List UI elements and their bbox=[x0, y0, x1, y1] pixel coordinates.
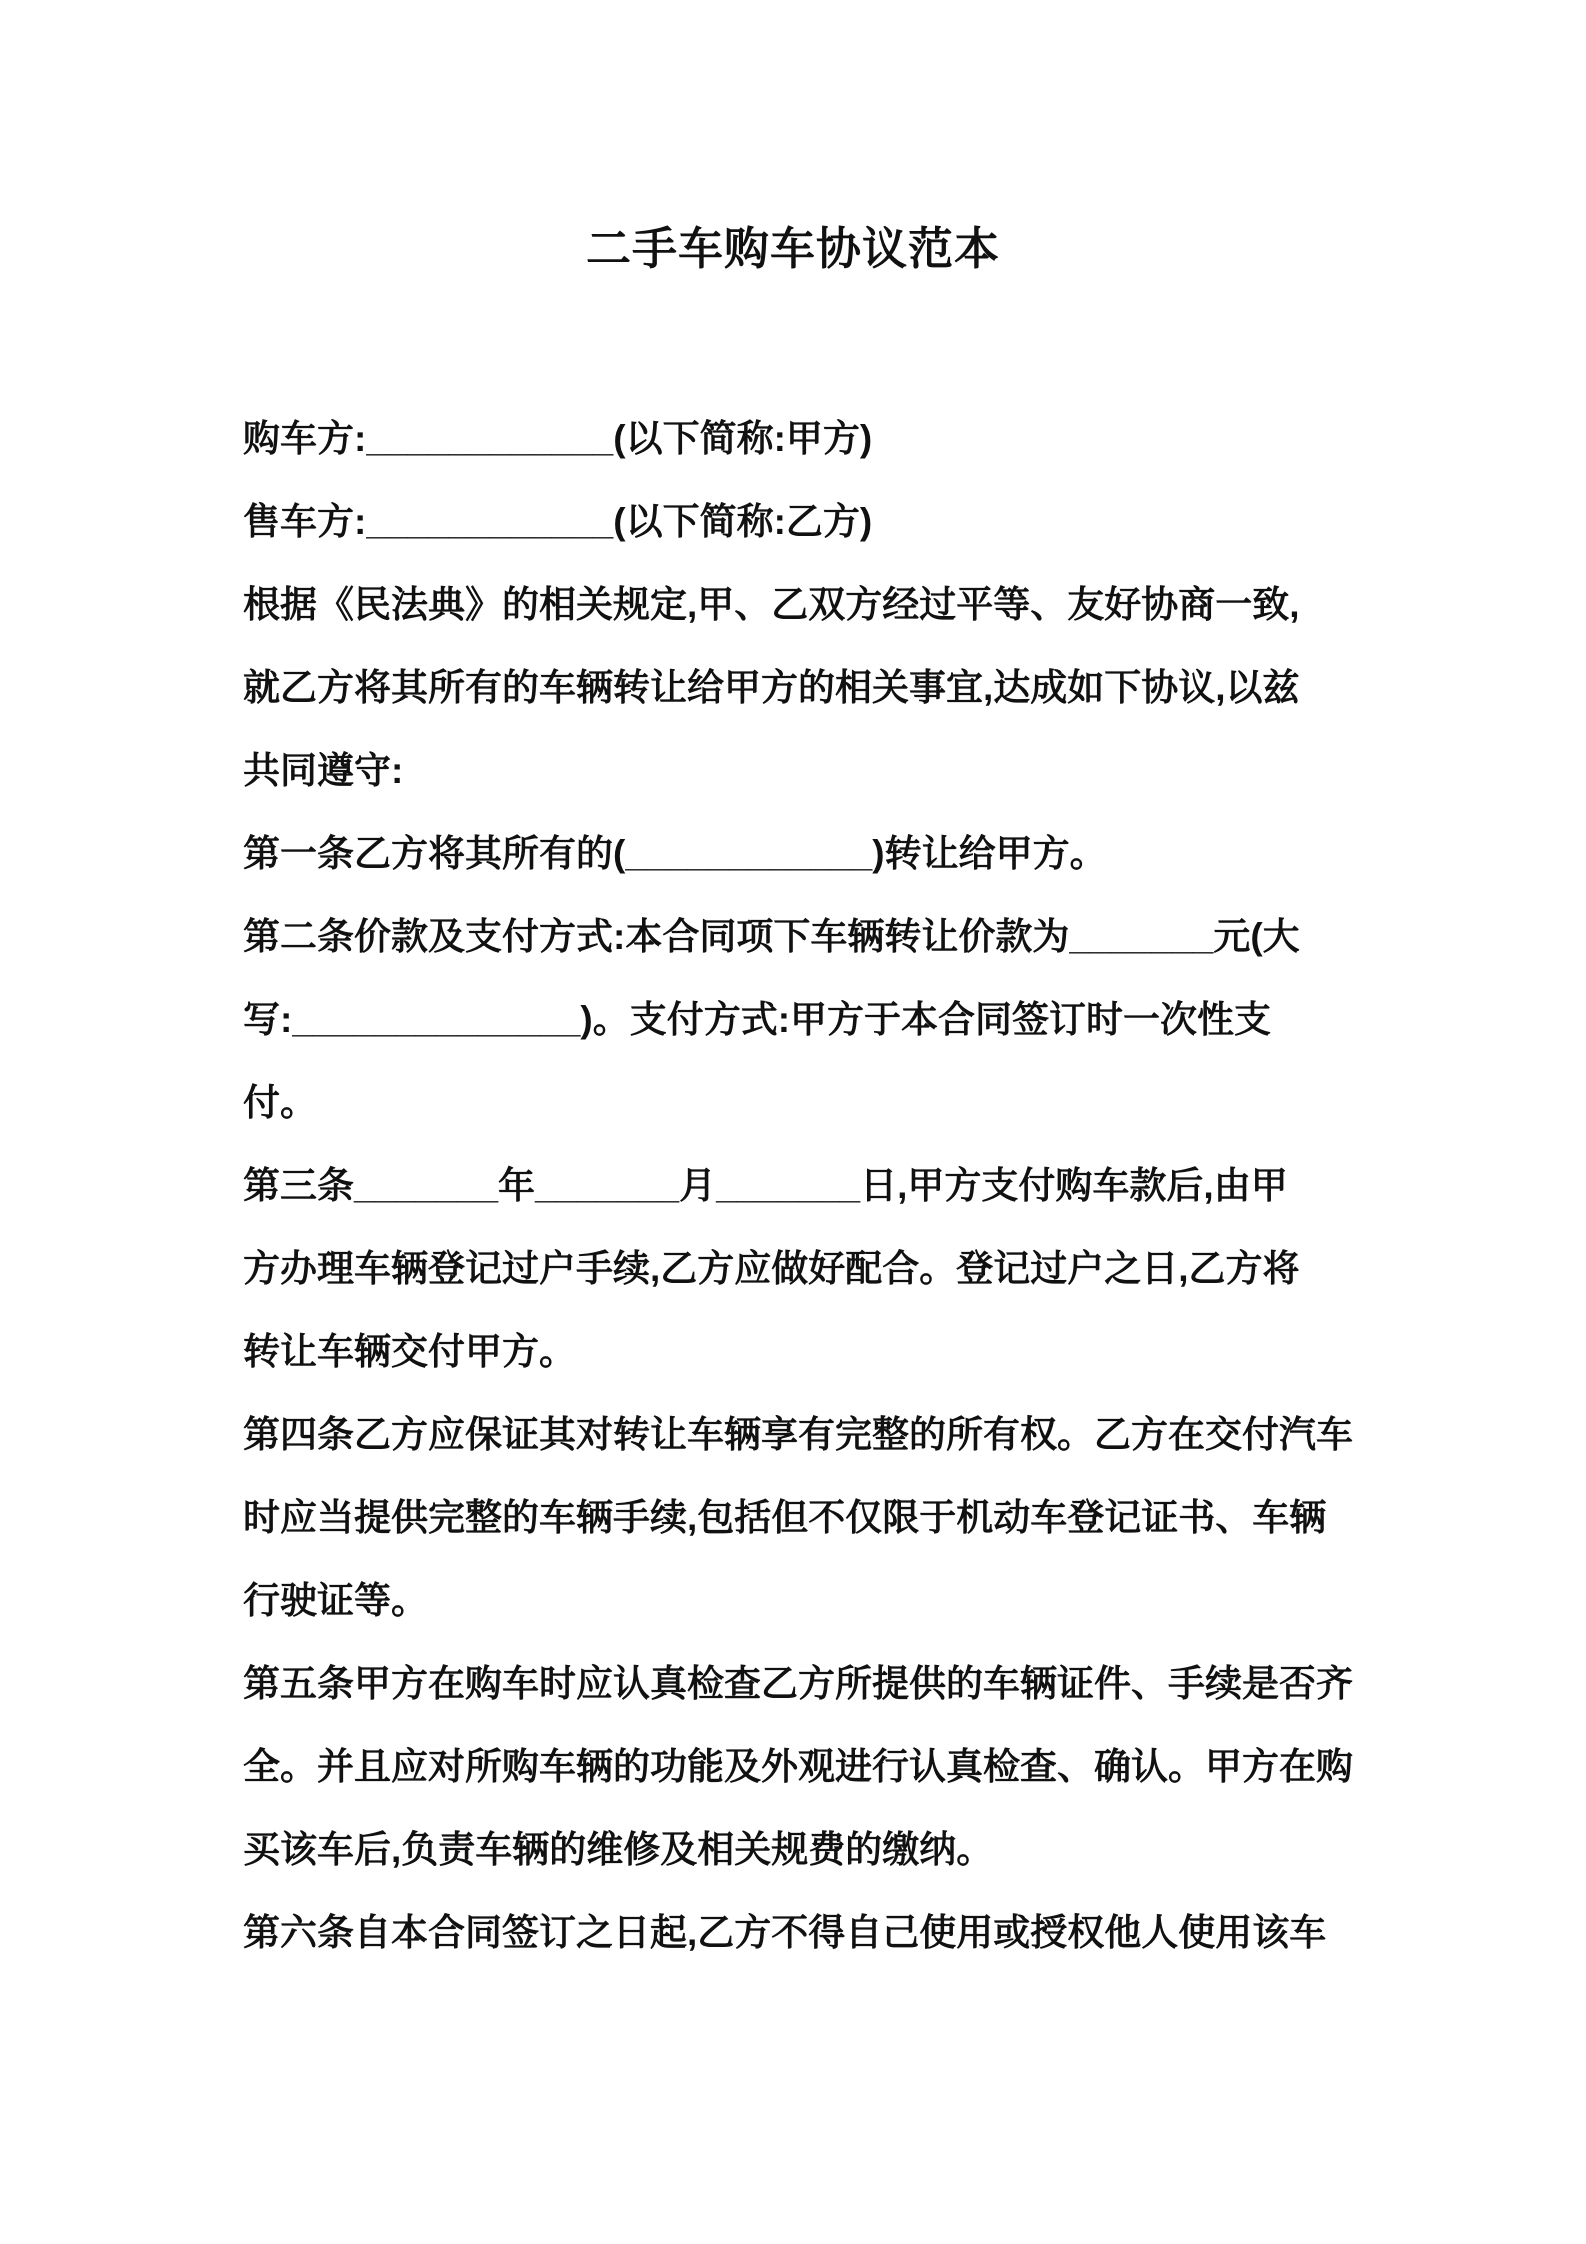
line-clause-4-a: 第四条乙方应保证其对转让车辆享有完整的所有权。乙方在交付汽车 bbox=[243, 1414, 1353, 1455]
line-clause-5-a: 第五条甲方在购车时应认真检查乙方所提供的车辆证件、手续是否齐 bbox=[243, 1663, 1353, 1704]
line-clause-5-b: 全。并且应对所购车辆的功能及外观进行认真检查、确认。甲方在购 bbox=[243, 1746, 1353, 1787]
line-preamble-1: 根据《民法典》的相关规定,甲、乙双方经过平等、友好协商一致, bbox=[243, 584, 1300, 625]
line-clause-4-c: 行驶证等。 bbox=[243, 1580, 428, 1621]
line-preamble-3: 共同遵守: bbox=[243, 750, 404, 791]
line-clause-2-a: 第二条价款及支付方式:本合同项下车辆转让价款为_______元(大 bbox=[243, 916, 1300, 957]
line-clause-3-a: 第三条_______年_______月_______日,甲方支付购车款后,由甲 bbox=[243, 1165, 1288, 1206]
line-clause-3-b: 方办理车辆登记过户手续,乙方应做好配合。登记过户之日,乙方将 bbox=[243, 1248, 1300, 1289]
line-buyer-party: 购车方:____________(以下简称:甲方) bbox=[243, 418, 873, 459]
line-clause-6: 第六条自本合同签订之日起,乙方不得自己使用或授权他人使用该车 bbox=[243, 1912, 1327, 1953]
line-preamble-2: 就乙方将其所有的车辆转让给甲方的相关事宜,达成如下协议,以兹 bbox=[243, 667, 1300, 708]
document-body bbox=[243, 397, 1433, 1974]
document-title: 二手车购车协议范本 bbox=[585, 223, 1000, 274]
line-clause-1: 第一条乙方将其所有的(____________)转让给甲方。 bbox=[243, 833, 1107, 874]
line-clause-2-c: 付。 bbox=[243, 1082, 317, 1123]
line-clause-2-b: 写:______________)。支付方式:甲方于本合同签订时一次性支 bbox=[243, 999, 1272, 1040]
line-seller-party: 售车方:____________(以下简称:乙方) bbox=[243, 501, 873, 542]
line-clause-3-c: 转让车辆交付甲方。 bbox=[243, 1331, 576, 1372]
line-clause-4-b: 时应当提供完整的车辆手续,包括但不仅限于机动车登记证书、车辆 bbox=[243, 1497, 1327, 1538]
line-clause-5-c: 买该车后,负责车辆的维修及相关规费的缴纳。 bbox=[243, 1829, 994, 1870]
